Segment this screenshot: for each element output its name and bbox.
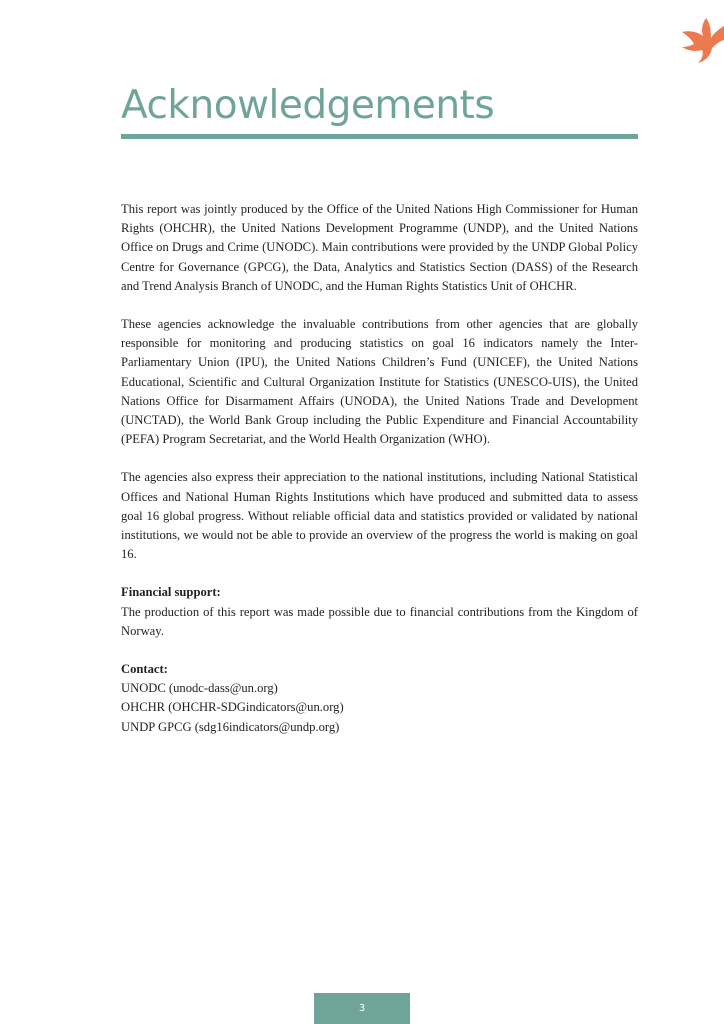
title-divider bbox=[121, 134, 638, 139]
contact-heading: Contact: bbox=[121, 662, 168, 677]
contact-unodc: UNODC (unodc-dass@un.org) bbox=[121, 681, 278, 696]
body-text bbox=[121, 200, 638, 737]
paragraph-intro: This report was jointly produced by the Office of the United Nations High Commissioner for Human Rights (OHCHR), the United Nations Development Programme (UNDP), and the United Nations Office on Drugs and Crime (UNODC). Main contributions were provided by the UNDP Global Policy Centre for Governance (GPCG), the Data, Analytics and Statistics Section (DASS) of the Research and Trend Analysis Branch of UNODC, and the Human Rights Statistics Unit of OHCHR. bbox=[121, 202, 638, 293]
dove-icon bbox=[676, 14, 724, 66]
page-number: 3 bbox=[314, 993, 410, 1024]
page-title: Acknowledgements bbox=[121, 83, 495, 128]
paragraph-appreciation: The agencies also express their appreciation to the national institutions, including National Statistical Offices and National Human Rights Institutions which have produced and submitted data to assess goal 16 global progress. Without reliable official data and statistics provided or validated by national institutions, we would not be able to provide an overview of the progress the world is making on goal 16. bbox=[121, 470, 638, 562]
financial-support-text: The production of this report was made possible due to financial contributions from the Kingdom of Norway. bbox=[121, 604, 638, 638]
financial-support-heading: Financial support: bbox=[121, 585, 221, 600]
contact-ohchr: OHCHR (OHCHR-SDGindicators@un.org) bbox=[121, 700, 344, 715]
contact-undp: UNDP GPCG (sdg16indicators@undp.org) bbox=[121, 719, 340, 734]
paragraph-agencies: These agencies acknowledge the invaluable contributions from other agencies that are globally responsible for monitoring and producing statistics on goal 16 indicators namely the Inter-Parliamentary Union (IPU), the United Nations Children’s Fund (UNICEF), the United Nations Educational, Scientific and Cultural Organization Institute for Statistics (UNESCO-UIS), the United Nations Office for Disarmament Affairs (UNODA), the United Nations Trade and Development (UNCTAD), the World Bank Group including the Public Expenditure and Financial Accountability (PEFA) Program Secretariat, and the World Health Organization (WHO). bbox=[121, 317, 638, 447]
